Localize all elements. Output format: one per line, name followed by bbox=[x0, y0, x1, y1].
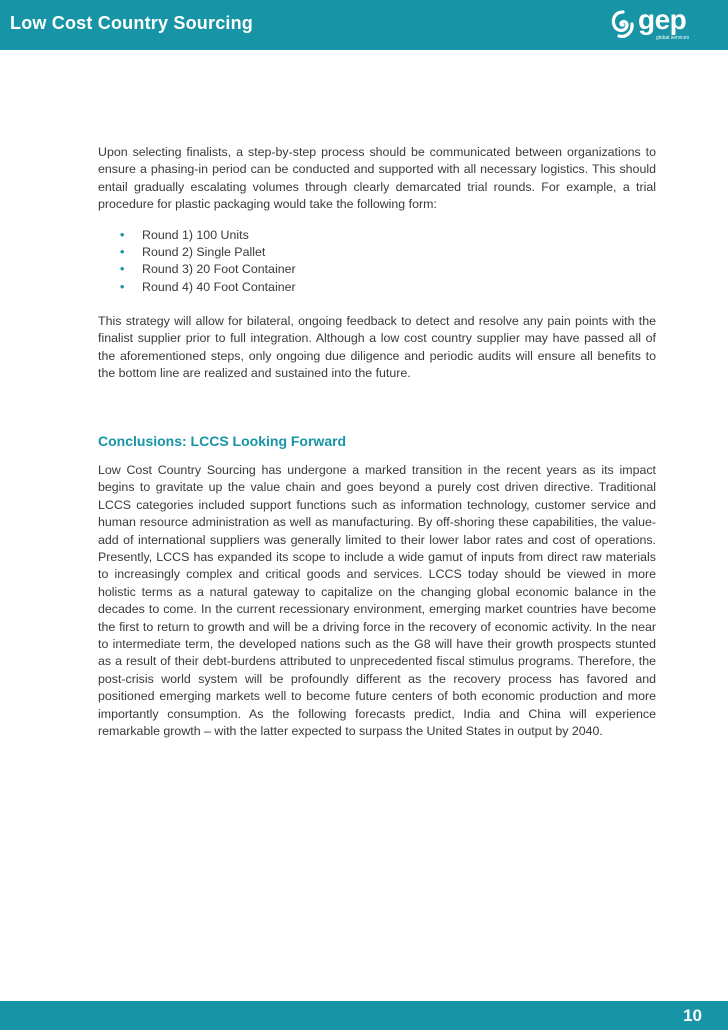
intro-section bbox=[98, 144, 656, 214]
section-heading: Conclusions: LCCS Looking Forward bbox=[98, 433, 347, 449]
list-item: • Round 4) 40 Foot Container bbox=[120, 280, 296, 294]
logo-wordmark: gep bbox=[638, 4, 687, 35]
header-bar bbox=[0, 0, 728, 50]
strategy-paragraph: This strategy will allow for bilateral, ongoing feedback to detect and resolve any pain points with the finalist supplier prior to full integration. Although a low cost country supplier may have passed all of the aforementioned steps, only ongoing due diligence and periodic audits will ensure all benefits to the bottom line are realized and sustained into the future. bbox=[98, 314, 656, 381]
gep-logo bbox=[610, 4, 720, 44]
logo-tagline: global services bbox=[656, 35, 690, 41]
conclusions-paragraph: Low Cost Country Sourcing has undergone a marked transition in the recent years as its impact begins to gravitate up the value chain and goes beyond a purely cost driven directive. Traditional LCCS categories included support functions such as information technology, customer service and human resource administration as well as manufacturing. By off-shoring these capabilities, the value-add of international suppliers was generally limited to their lower labor rates and cost of operations. Presently, LCCS has expanded its scope to include a wide gamut of inputs from direct raw materials to increasingly complex and critical goods and services. LCCS today should be viewed in more holistic terms as a natural gateway to capitalize on the changing global economic balance in the decades to come. In the current recessionary environment, emerging market countries have become the first to return to growth and will be a driving force in the recovery of economic activity. In the near to intermediate term, the developed nations such as the G8 will have their growth prospects stunted as a result of their debt-burdens attributed to unprecedented fiscal stimulus programs. Therefore, the post-crisis world system will be profoundly different as the recovery process has favored and positioned emerging markets well to become future centers of both economic production and more importantly consumption. As the following forecasts predict, India and China will experience remarkable growth – with the latter expected to surpass the United States in output by 2040. bbox=[98, 463, 656, 739]
strategy-section bbox=[98, 313, 656, 383]
bullet-icon: • bbox=[120, 280, 125, 294]
list-item: • Round 3) 20 Foot Container bbox=[120, 262, 296, 276]
footer-bar bbox=[0, 1001, 728, 1030]
list-item: • Round 1) 100 Units bbox=[120, 228, 249, 242]
list-item: • Round 2) Single Pallet bbox=[120, 245, 266, 259]
intro-paragraph: Upon selecting finalists, a step-by-step process should be communicated between organizations to ensure a phasing-in period can be conducted and supported with all necessary logistics. This should entail gradually escalating volumes through clearly demarcated trial rounds. For example, a trial procedure for plastic packaging would take the following form: bbox=[98, 145, 656, 212]
bullet-icon: • bbox=[120, 245, 125, 259]
gep-swirl-icon bbox=[610, 10, 636, 40]
document-title: Low Cost Country Sourcing bbox=[10, 13, 253, 33]
page-number: 10 bbox=[683, 1006, 702, 1025]
bullet-icon: • bbox=[120, 228, 125, 242]
bullet-icon: • bbox=[120, 262, 125, 276]
conclusions-section bbox=[98, 462, 656, 741]
